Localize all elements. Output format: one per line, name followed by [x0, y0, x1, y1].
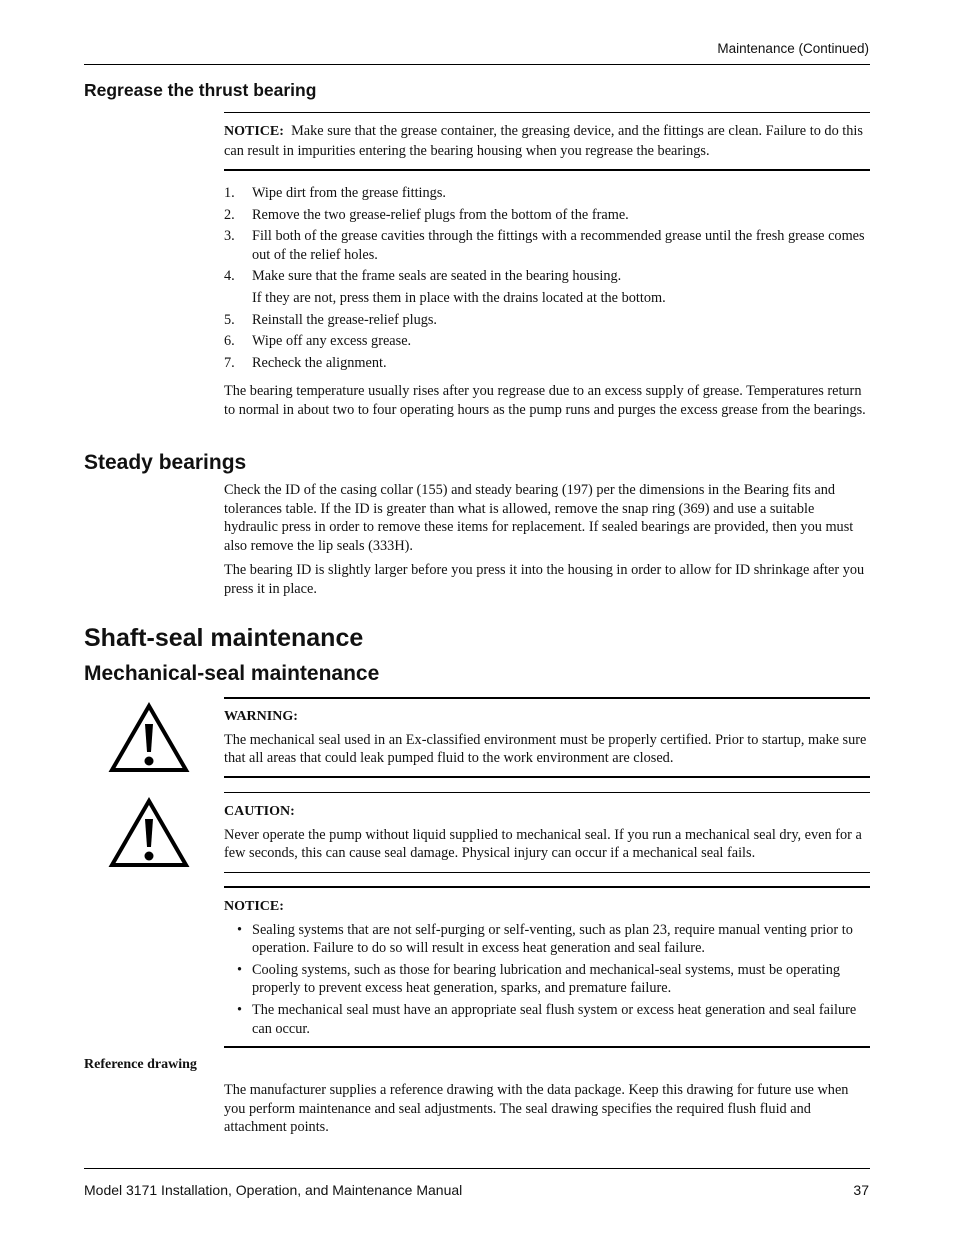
section-title-mech-seal: Mechanical-seal maintenance [84, 662, 380, 685]
step-text: Reinstall the grease-relief plugs. [252, 311, 438, 328]
bullet-dot: • [237, 921, 243, 938]
bullet-text: Cooling systems, such as those for bearing lubrication and mechanical-seal systems, must be operating properly to prevent excess heat generation, sparks, and premature failure. [252, 961, 841, 997]
step-number: 2. [224, 206, 235, 223]
closing-paragraph: The bearing temperature usually rises after you regrease due to an excess supply of grease. Temperatures return to normal in about two to four operating hours as the pump runs and purges the excess grease from the bearings. [224, 383, 866, 418]
bullet-dot: • [237, 1001, 243, 1018]
warning-block [224, 708, 870, 774]
footer-rule [84, 1168, 870, 1169]
bullet-text: The mechanical seal must have an appropriate seal flush system or excess heat generation and seal failure can occur. [252, 1001, 857, 1037]
notice2-bottom-rule [224, 1046, 870, 1048]
steady-body [224, 481, 870, 605]
step-item [224, 184, 870, 203]
caution-text: Never operate the pump without liquid supplied to mechanical seal. If you run a mechanical seal dry, even for a few seconds, this can cause seal damage. Physical injury can occur if a mechanical seal fails. [224, 826, 862, 862]
step-text: Recheck the alignment. [252, 354, 387, 371]
notice-bottom-rule [224, 169, 870, 171]
notice2-block [224, 898, 870, 1041]
notice-bullet-item [224, 961, 870, 998]
steady-paragraph-2: The bearing ID is slightly larger before you press it into the housing in order to allow for ID shrinkage after you press it in place. [224, 562, 865, 597]
step-text: Make sure that the frame seals are seated in the bearing housing. [252, 268, 622, 285]
footer-page-number: 37 [853, 1182, 869, 1198]
warning-triangle-icon [108, 702, 190, 774]
bullet-text: Sealing systems that are not self-purging or self-venting, such as plan 23, require manual venting prior to operation. Failure to do so will result in excess heat generation and seal failure. [252, 921, 853, 957]
reference-body [224, 1081, 870, 1143]
step-item [224, 267, 870, 307]
step-text: Remove the two grease-relief plugs from the bottom of the frame. [252, 206, 629, 223]
notice2-top-rule [224, 886, 870, 888]
step-number: 7. [224, 354, 235, 371]
step-item [224, 332, 870, 351]
bullet-dot: • [237, 961, 243, 978]
regrease-steps [224, 184, 870, 375]
chapter-title-shaft-seal: Shaft-seal maintenance [84, 624, 364, 652]
step-text: Wipe dirt from the grease fittings. [252, 185, 446, 201]
notice-bullet-item [224, 921, 870, 958]
step-item [224, 311, 870, 330]
header-rule [84, 64, 870, 65]
reference-label: Reference drawing [84, 1057, 197, 1072]
notice2-label: NOTICE: [224, 899, 284, 914]
running-header: Maintenance (Continued) [717, 41, 869, 56]
caution-block [224, 803, 870, 869]
footer-manual-title: Model 3171 Installation, Operation, and Maintenance Manual [84, 1182, 463, 1198]
step-subtext: If they are not, press them in place with the drains located at the bottom. [252, 289, 666, 306]
notice-text: Make sure that the grease container, the greasing device, and the fittings are clean. Failure to do this can result in impurities entering the bearing housing when you regrease the bearings. [224, 123, 863, 159]
caution-triangle-icon [108, 797, 190, 869]
steady-paragraph-1: Check the ID of the casing collar (155) and steady bearing (197) per the dimensions in the Bearing fits and tolerances table. If the ID is greater than what is allowed, remove the snap ring (369) and use a suitable hydraulic press in order to remove these items for replacement. If sealed bearings are provided, then you must also remove the lip seals (333H). [224, 482, 854, 554]
step-item [224, 227, 870, 264]
caution-label: CAUTION: [224, 804, 295, 819]
notice-top-rule [224, 112, 870, 113]
step-number: 4. [224, 268, 235, 285]
step-number: 3. [224, 228, 235, 245]
section-title-steady: Steady bearings [84, 451, 247, 474]
warning-bottom-rule [224, 776, 870, 778]
step-number: 6. [224, 333, 235, 350]
caution-bottom-rule [224, 872, 870, 873]
warning-label: WARNING: [224, 709, 298, 724]
step-number: 5. [224, 311, 235, 328]
notice-bullet-item [224, 1001, 870, 1038]
step-item [224, 206, 870, 225]
warning-text: The mechanical seal used in an Ex-classified environment must be properly certified. Prior to startup, make sure that all areas that could leak pumped fluid to the work environment are closed. [224, 731, 867, 767]
caution-top-rule [224, 792, 870, 793]
warning-top-rule [224, 697, 870, 699]
step-item [224, 354, 870, 373]
section-title-regrease: Regrease the thrust bearing [84, 80, 317, 100]
reference-text: The manufacturer supplies a reference drawing with the data package. Keep this drawing for future use when you perform maintenance and seal adjustments. The seal drawing specifies the required flush fluid and attachment points. [224, 1082, 849, 1136]
step-text: Wipe off any excess grease. [252, 333, 412, 350]
step-number: 1. [224, 185, 235, 201]
notice-label: NOTICE: [224, 124, 284, 139]
step-text: Fill both of the grease cavities through the fittings with a recommended grease until the fresh grease comes out of the relief holes. [252, 228, 865, 263]
regrease-closing [224, 382, 870, 425]
regrease-notice [224, 122, 870, 160]
